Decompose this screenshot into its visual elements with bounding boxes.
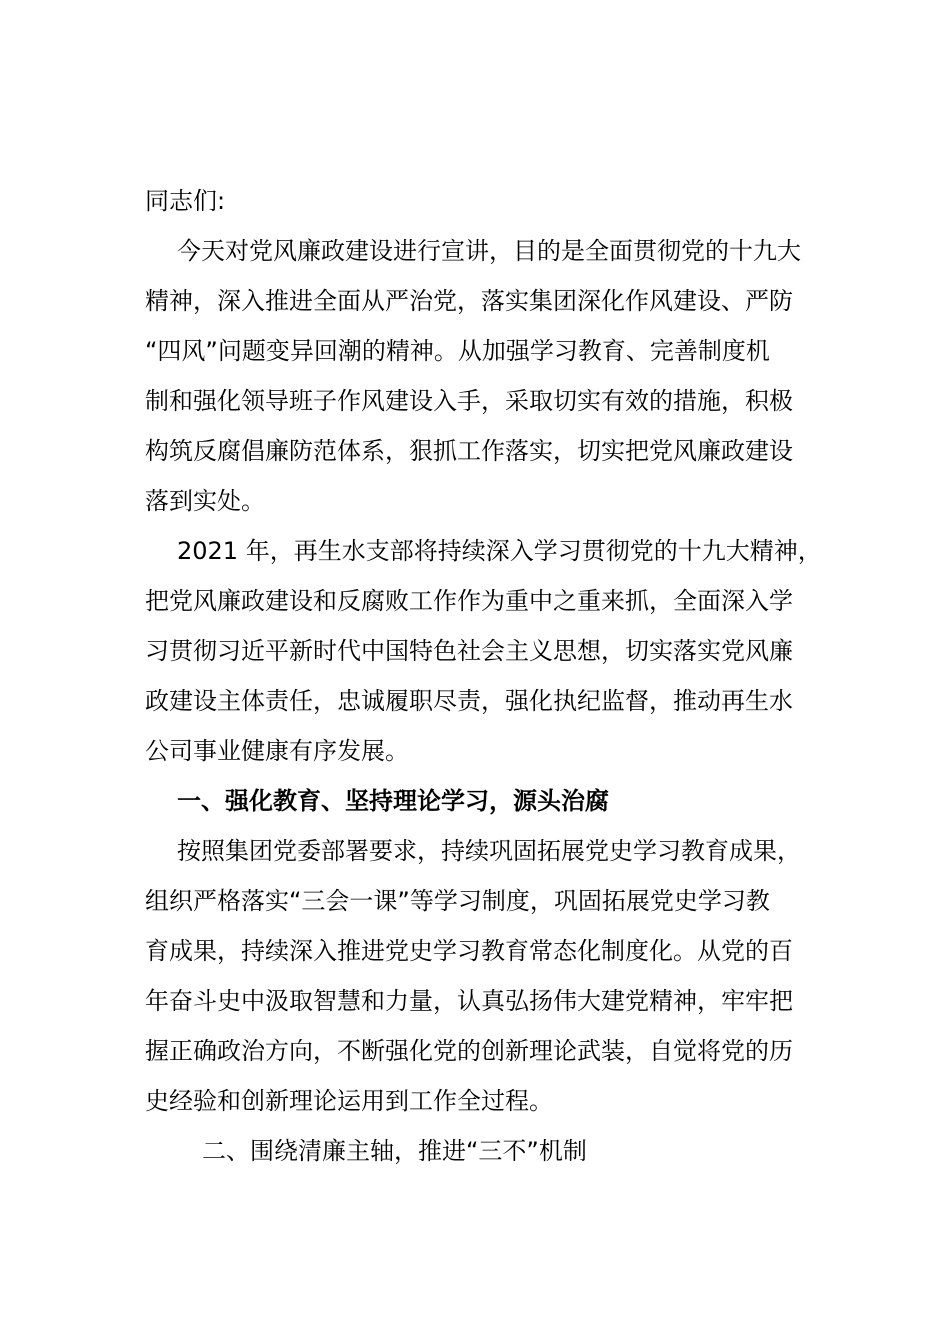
paragraph-3-line: 按照集团党委部署要求，持续巩固拓展党史学习教育成果， bbox=[177, 837, 801, 865]
paragraph-3-line: 握正确政治方向，不断强化党的创新理论武装，自觉将党的历 bbox=[145, 1037, 793, 1065]
paragraph-3-line: 史经验和创新理论运用到工作全过程。 bbox=[145, 1087, 553, 1115]
section-heading-1: 一、强化教育、坚持理论学习，源头治腐 bbox=[177, 787, 609, 815]
paragraph-1-line: 制和强化领导班子作风建设入手，采取切实有效的措施，积极 bbox=[145, 387, 793, 415]
paragraph-1-line: 落到实处。 bbox=[145, 487, 265, 515]
paragraph-2-line: 把党风廉政建设和反腐败工作作为重中之重来抓，全面深入学 bbox=[145, 587, 793, 615]
paragraph-3-line: 育成果，持续深入推进党史学习教育常态化制度化。从党的百 bbox=[145, 937, 793, 965]
paragraph-3-line: 组织严格落实“三会一课”等学习制度，巩固拓展党史学习教 bbox=[145, 887, 770, 915]
paragraph-1-line: 今天对党风廉政建设进行宣讲，目的是全面贯彻党的十九大 bbox=[177, 237, 801, 265]
paragraph-2-line: 习贯彻习近平新时代中国特色社会主义思想，切实落实党风廉 bbox=[145, 637, 793, 665]
greeting: 同志们: bbox=[145, 187, 226, 215]
paragraph-3-line: 年奋斗史中汲取智慧和力量，认真弘扬伟大建党精神，牢牢把 bbox=[145, 987, 793, 1015]
paragraph-1-line: “四风”问题变异回潮的精神。从加强学习教育、完善制度机 bbox=[145, 337, 770, 365]
paragraph-1-line: 精神，深入推进全面从严治党，落实集团深化作风建设、严防 bbox=[145, 287, 793, 315]
paragraph-2-line: 2021 年，再生水支部将持续深入学习贯彻党的十九大精神， bbox=[177, 537, 822, 565]
paragraph-1-line: 构筑反腐倡廉防范体系，狠抓工作落实，切实把党风廉政建设 bbox=[145, 437, 793, 465]
paragraph-2-line: 公司事业健康有序发展。 bbox=[145, 737, 409, 765]
paragraph-2-line: 政建设主体责任，忠诚履职尽责，强化执纪监督，推动再生水 bbox=[145, 687, 793, 715]
section-heading-2: 二、围绕清廉主轴，推进“三不”机制 bbox=[202, 1137, 587, 1165]
